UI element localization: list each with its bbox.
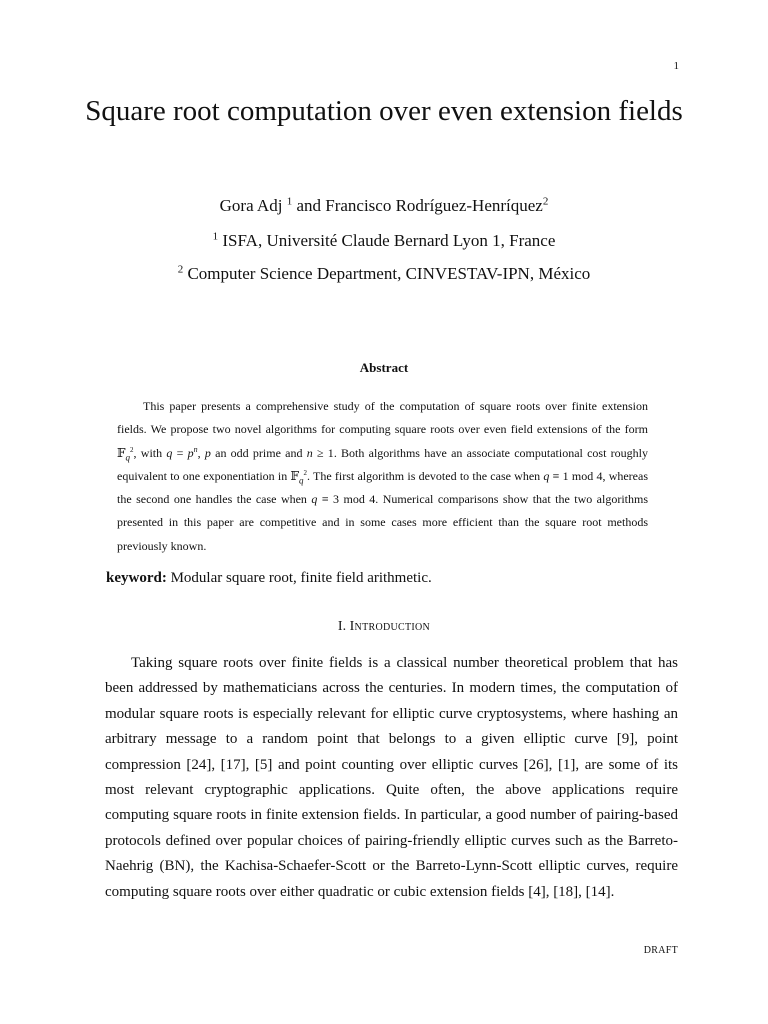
section-title: Introduction xyxy=(349,619,431,634)
keyword-text: Modular square root, finite field arithmetic. xyxy=(170,570,432,586)
page-number: 1 xyxy=(673,60,679,72)
math-q-1-mod-4: q ≡ 1 mod 4 xyxy=(543,468,603,483)
math-n-geq-1: n xyxy=(306,445,313,460)
affiliation-1-marker: 1 xyxy=(212,230,219,243)
abstract-text-6: . The first algorithm is devoted to the case when xyxy=(307,468,544,483)
paper-title: Square root computation over even extension fields xyxy=(85,95,683,127)
math-p: p xyxy=(204,445,211,460)
abstract-text-2: , with xyxy=(133,445,167,460)
abstract-text-4: an odd prime and xyxy=(210,445,307,460)
abstract-heading: Abstract xyxy=(359,360,409,375)
author-second-affil: 2 xyxy=(542,195,549,208)
abstract-text-1: This paper presents a comprehensive study of the computation of square roots over finite extension fields. We propose two novel algorithms for computing square roots over even field extensions of the form xyxy=(117,399,648,437)
affiliation-2-marker: 2 xyxy=(177,263,184,276)
affiliation-2 xyxy=(0,264,768,284)
math-q-equals-p-n: q xyxy=(166,445,173,460)
affiliation-2-text: Computer Science Department, CINVESTAV-IPN, México xyxy=(187,264,591,283)
draft-footer: DRAFT xyxy=(643,945,678,956)
author-connector: and xyxy=(296,196,321,215)
keyword-label: keyword: xyxy=(106,570,167,586)
abstract-body: This paper presents a comprehensive study of the computation of square roots over finite extension fields. We propose two novel algorithms for computing square roots over even field extensions of the form 𝔽$_q^2$, with $q = p^n$, p an odd prime and n ≥ 1. Both algorithms have an associate computational cost roughly equivalent to one exponentiation in 𝔽$_q^2$. The first algorithm is devoted to the case when q ≡ 1 mod 4, whereas the second one handles the case when q ≡ 3 mod 4. Numerical comparisons show that the two algorithms presented in this paper are competitive and in some cases more efficient than the square root methods previously known. xyxy=(117,399,649,553)
author-first-affil: 1 xyxy=(286,195,293,208)
math-field-fq2-second: 𝔽$_q^2$ xyxy=(290,468,307,486)
author-first: Gora Adj xyxy=(219,196,283,215)
abstract-text-5: . Both algorithms have an associate computational cost roughly equivalent to one exponentiation in xyxy=(117,445,649,483)
section-heading xyxy=(0,619,768,635)
intro-text: Taking square roots over finite fields is a classical number theoretical problem that has been addressed by mathematicians across the centuries. In modern times, the computation of modular square roots is especially relevant for elliptic curve cryptosystems, where hashing an arbitrary message to a random point that belongs to a given elliptic curve [9], point compression [24], [17], [5] and point counting over elliptic curves [26], [1], are some of its most relevant cryptographic applications. Quite often, the above applications require computing square roots in finite extension fields. In particular, a good number of pairing-based protocols defined over popular choices of pairing-friendly elliptic curves such as the Barreto-Naehrig (BN), the Kachisa-Schaefer-Scott or the Barreto-Lynn-Scott elliptic curves, require computing square roots over either quadratic or cubic extension fields [4], [18], [14]. xyxy=(105,655,678,900)
section-number: I. xyxy=(337,619,347,634)
abstract-text-3: , xyxy=(197,445,205,460)
abstract-text-8: . Numerical comparisons show that the two algorithms presented in this paper are competitive and in some cases more efficient than the square root methods previously known. xyxy=(117,492,649,553)
author-line xyxy=(0,196,768,216)
abstract-text-7: , whereas the second one handles the case when xyxy=(117,468,648,507)
author-second: Francisco Rodríguez-Henríquez xyxy=(325,196,543,215)
keyword-line xyxy=(106,570,706,587)
affiliation-1-text: ISFA, Université Claude Bernard Lyon 1, France xyxy=(222,231,556,250)
math-q-3-mod-4: q ≡ 3 mod 4 xyxy=(311,492,376,507)
math-field-fq2: 𝔽$_q^2$ xyxy=(117,445,134,462)
affiliation-1 xyxy=(0,231,768,251)
intro-paragraph xyxy=(105,651,678,905)
